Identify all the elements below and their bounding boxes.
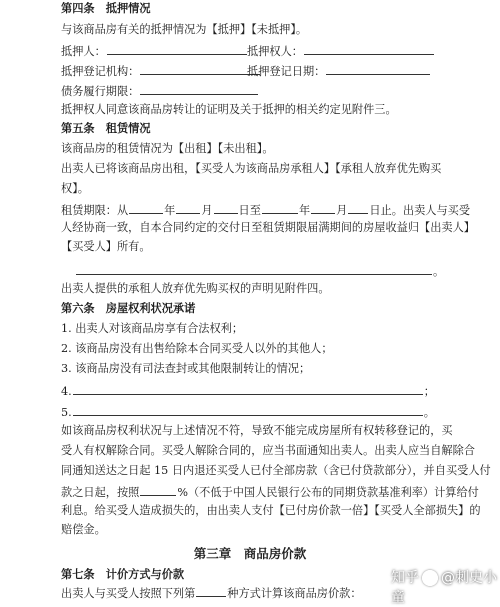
debt-label: 债务履行期限： <box>61 85 140 98</box>
method-blank[interactable] <box>196 584 226 597</box>
article-6-t3: 同通知送达之日起 15 日内退还买受人已付全部房款（含已付贷款部分），并自买受人付 <box>61 464 491 477</box>
promise-4-label: 4. <box>61 385 72 398</box>
article-5-line5: 【买受人】所有。 <box>61 240 151 253</box>
article-6-title: 第六条 房屋权利状况承诺 <box>61 301 196 315</box>
month-char: 月 <box>201 204 213 217</box>
article-5-line4: 人经协商一致，自本合同约定的交付日至租赁期限届满期间的房屋收益归【出卖人】 <box>61 221 475 234</box>
article-4-line1: 与该商品房有关的抵押情况为【抵押】【未抵押】。 <box>61 23 308 36</box>
article-6-t4-row <box>61 483 479 500</box>
mortgagor-label: 抵押人： <box>61 45 106 58</box>
lease-prefix: 租赁期限：从 <box>61 204 129 217</box>
article-7-line1 <box>61 584 362 601</box>
lease-end-day[interactable] <box>348 201 368 214</box>
article-5-blank[interactable] <box>76 262 432 275</box>
month-char-2: 月 <box>336 204 348 217</box>
lease-start-month[interactable] <box>176 201 200 214</box>
lease-start-year[interactable] <box>129 201 163 214</box>
article-6-t6: 赔偿金。 <box>61 523 106 536</box>
article-5-line2a: 出卖人已将该商品房出租，【买受人为该商品房承租人】【承租人放弃优先购买 <box>61 162 442 175</box>
article-7-title: 第七条 计价方式与价款 <box>61 567 185 581</box>
reg-org-blank[interactable] <box>140 62 260 75</box>
article-6-t5: 利息。给买受人造成损失的，由出卖人支付【已付房价款一倍】【买受人全部损失】的 <box>61 504 481 517</box>
zhihu-logo-icon <box>422 570 438 586</box>
day-to: 日至 <box>238 204 261 217</box>
reg-org-label: 抵押登记机构： <box>61 65 140 78</box>
watermark-text1: 知乎 <box>391 570 419 586</box>
promise-5-label: 5. <box>61 406 72 419</box>
article-6-t2: 受人有权解除合同。买受人解除合同的，应当书面通知出卖人。出卖人应当自解除合 <box>61 444 475 457</box>
lease-end-month[interactable] <box>311 201 335 214</box>
reg-date-blank[interactable] <box>326 62 430 75</box>
article-5-title: 第五条 租赁情况 <box>61 121 151 135</box>
mortgagee-row <box>247 42 435 59</box>
end-dot-2: 。 <box>423 406 435 419</box>
promise-4-row <box>61 382 435 399</box>
promise-4-blank[interactable] <box>73 382 423 395</box>
watermark-text2: @刺史小童 <box>391 570 497 606</box>
line1a: 出卖人与买受人按照下列第 <box>61 587 196 600</box>
article-5-blank-row <box>75 262 444 279</box>
year-char-2: 年 <box>298 204 311 217</box>
article-5-line2b: 权】。 <box>61 182 89 195</box>
zhihu-watermark <box>391 567 500 607</box>
mortgagor-blank[interactable] <box>107 42 247 55</box>
lease-end-year[interactable] <box>262 201 298 214</box>
debt-blank[interactable] <box>140 82 258 95</box>
end-dot: 。 <box>433 265 445 278</box>
year-char: 年 <box>164 204 176 217</box>
mortgagee-label: 抵押权人： <box>247 45 303 58</box>
day-end-text: 日止。出卖人与买受 <box>369 204 471 217</box>
promise-5-blank[interactable] <box>73 403 423 416</box>
mortgagee-blank[interactable] <box>304 42 434 55</box>
reg-date-row <box>247 62 431 79</box>
reg-org-row <box>61 62 261 79</box>
promise-2: 2. 该商品房没有出售给除本合同买受人以外的其他人； <box>61 342 333 355</box>
lease-term-row <box>61 201 470 218</box>
article-4-note: 抵押权人同意该商品房转让的证明及关于抵押的相关约定见附件三。 <box>61 103 397 116</box>
article-4-title: 第四条 抵押情况 <box>61 1 151 15</box>
lease-start-day[interactable] <box>214 201 238 214</box>
mortgagor-row <box>61 42 248 59</box>
debt-row <box>61 82 259 99</box>
promise-1: 1. 出卖人对该商品房享有合法权利； <box>61 322 244 335</box>
reg-date-label: 抵押登记日期： <box>247 65 326 78</box>
article-5-note: 出卖人提供的承租人放弃优先购买权的声明见附件四。 <box>61 282 330 295</box>
t4b: %（不低于中国人民银行公布的同期贷款基准利率）计算给付 <box>177 486 479 499</box>
promise-5-row <box>61 403 435 420</box>
rate-blank[interactable] <box>140 483 176 496</box>
chapter-3-title: 第三章 商品房价款 <box>193 546 307 561</box>
article-5-line1: 该商品房的租赁情况为【出租】【未出租】。 <box>61 142 274 155</box>
t4a: 款之日起，按照 <box>61 486 140 499</box>
promise-3: 3. 该商品房没有司法查封或其他限制转让的情况； <box>61 362 311 375</box>
semi: ； <box>423 385 435 398</box>
article-6-t1: 如该商品房权利状况与上述情况不符，导致不能完成房屋所有权转移登记的，买 <box>61 424 453 437</box>
line1b: 种方式计算该商品房价款： <box>227 587 362 600</box>
